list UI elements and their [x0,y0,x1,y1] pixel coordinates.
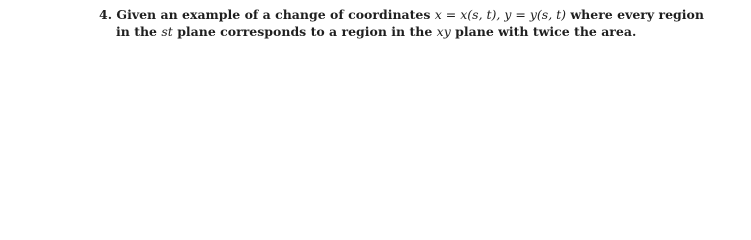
problem-text-2-end: plane with twice the area. [455,23,637,39]
problem-text-1: Given an example of a change of coordinates [116,7,431,22]
problem-4 [99,7,739,40]
problem-line-2 [99,24,739,41]
xy-plane-math: xy [436,23,451,39]
st-plane-math: st [161,23,173,39]
problem-line-1 [99,7,739,24]
problem-text-2-pre: in the [116,23,158,39]
coordinate-change-math: x = x(s, t), y = y(s, t) [434,7,567,22]
problem-number: 4. [99,7,113,22]
problem-text-2-mid: plane corresponds to a region in the [177,23,433,39]
problem-text-1-end: where every region [570,7,704,22]
